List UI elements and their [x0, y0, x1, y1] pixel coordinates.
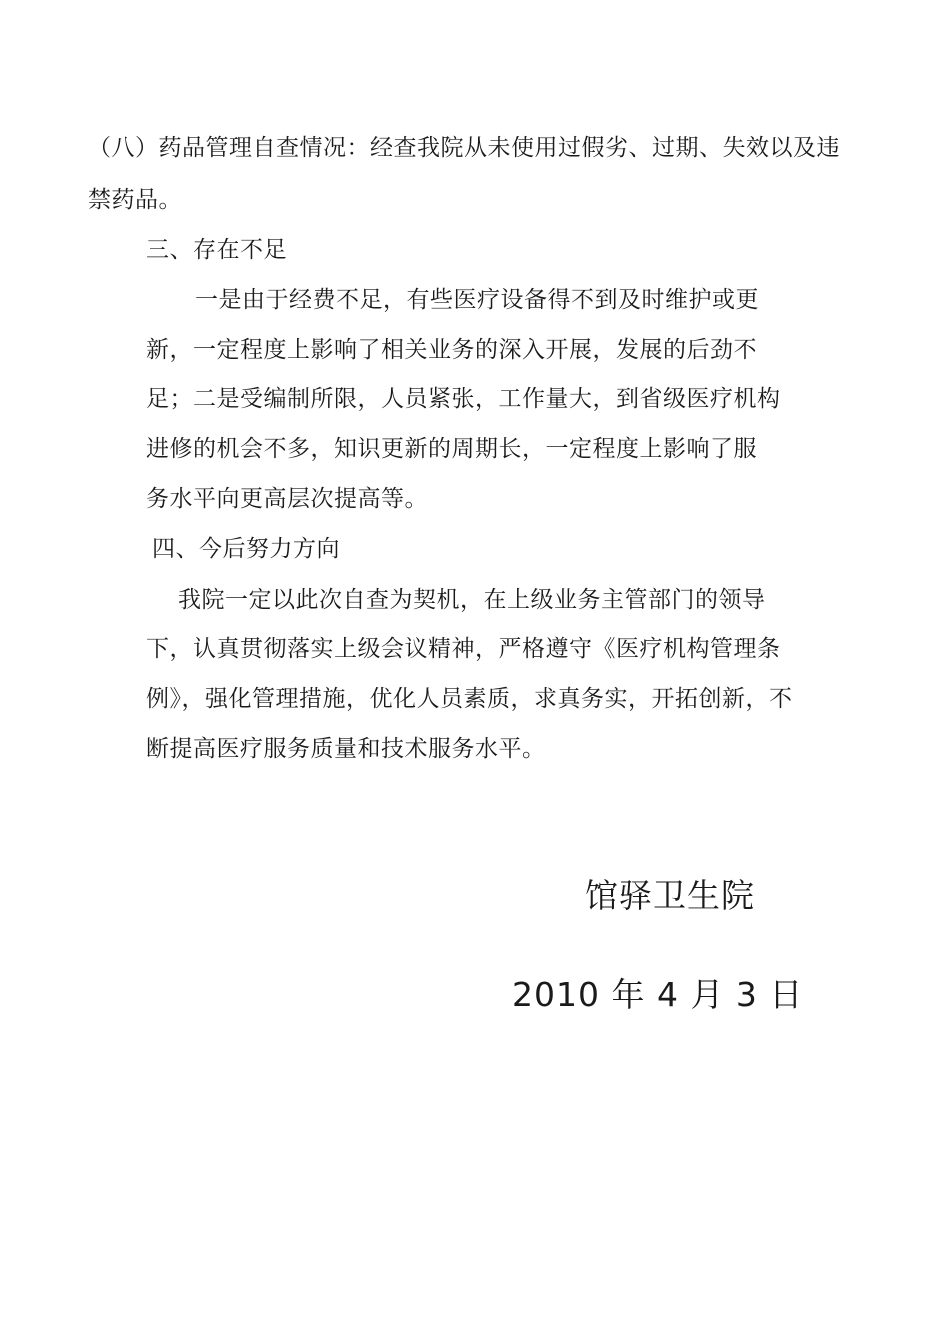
paragraph-shortfall-line-5: 务水平向更高层次提高等。	[146, 486, 428, 512]
paragraph-direction-line-3: 例》，强化管理措施，优化人员素质，求真务实，开拓创新，不	[146, 686, 793, 712]
section-heading-shortfall: 三、存在不足	[146, 237, 287, 263]
signature-date: 2010 年 4 月 3 日	[512, 975, 804, 1014]
signature-organization: 馆驿卫生院	[585, 876, 755, 915]
paragraph-direction-line-4: 断提高医疗服务质量和技术服务水平。	[146, 736, 546, 762]
paragraph-direction-line-2: 下，认真贯彻落实上级会议精神，严格遵守《医疗机构管理条	[146, 636, 781, 662]
paragraph-drug-line-2: 禁药品。	[88, 187, 182, 213]
paragraph-drug-line-1: （八）药品管理自查情况：经查我院从未使用过假劣、过期、失效以及违	[88, 135, 840, 161]
paragraph-shortfall-line-2: 新，一定程度上影响了相关业务的深入开展，发展的后劲不	[146, 337, 757, 363]
paragraph-shortfall-line-4: 进修的机会不多，知识更新的周期长，一定程度上影响了服	[146, 436, 757, 462]
paragraph-shortfall-line-3: 足；二是受编制所限，人员紧张，工作量大，到省级医疗机构	[146, 386, 781, 412]
section-heading-direction: 四、今后努力方向	[152, 536, 340, 562]
paragraph-shortfall-line-1: 一是由于经费不足，有些医疗设备得不到及时维护或更	[195, 287, 759, 313]
paragraph-direction-line-1: 我院一定以此次自查为契机，在上级业务主管部门的领导	[178, 587, 766, 613]
